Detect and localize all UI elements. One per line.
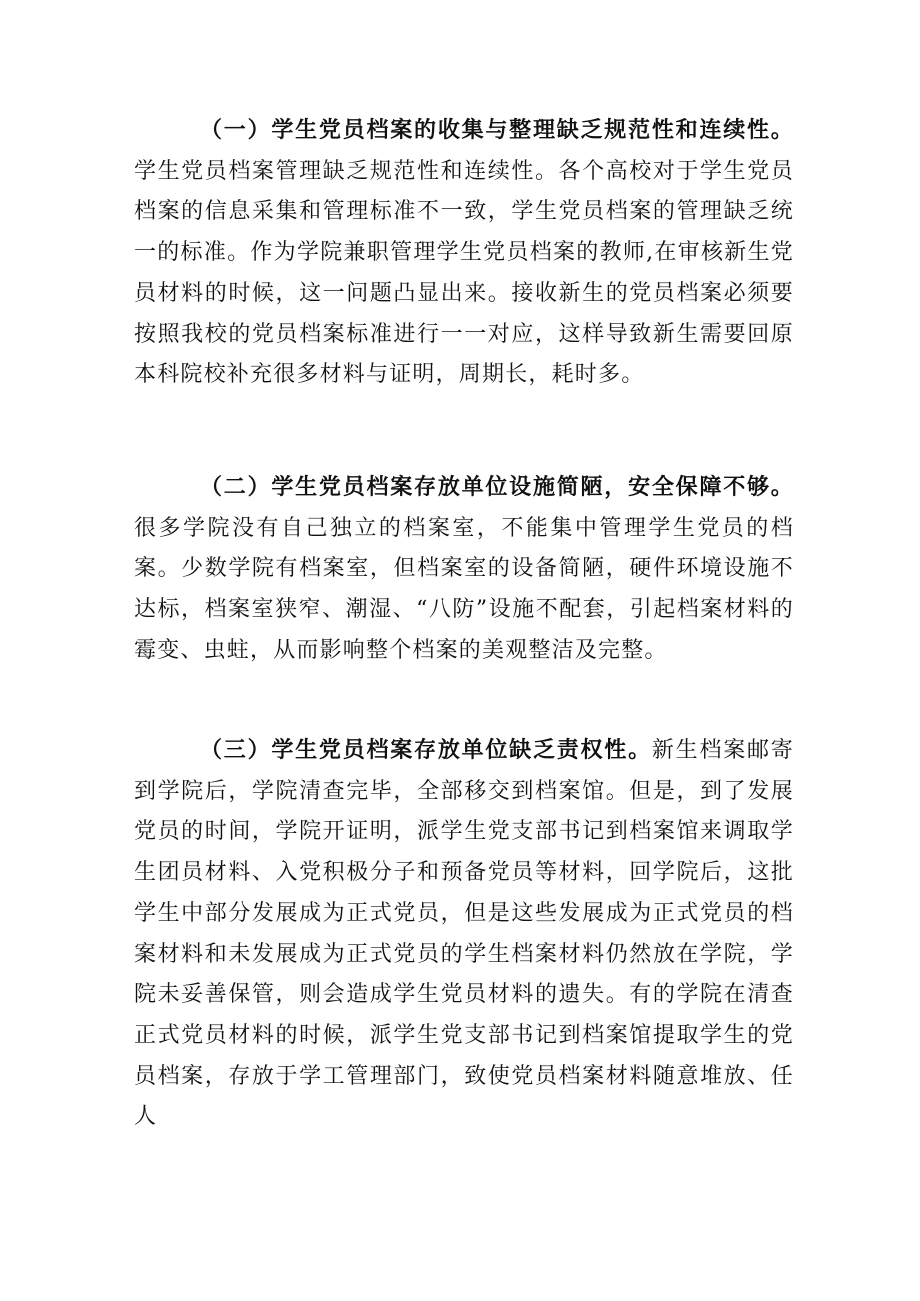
paragraph-3-heading: （三）学生党员档案存放单位缺乏责权性。 [200, 737, 652, 763]
paragraph-3-body: 新生档案邮寄到学院后，学院清查完毕，全部移交到档案馆。但是，到了发展党员的时间，学院开证明，派学生党支部书记到档案馆来调取学生团员材料、入党积极分子和预备党员等材料，回学院后，这批学生中部分发展成为正式党员，但是这些发展成为正式党员的档案材料和未发展成为正式党员的学生档案材料仍然放在学院，学院未妥善保管，则会造成学生党员材料的遗失。有的学院在清查正式党员材料的时候，派学生党支部书记到档案馆提取学生的党员档案，存放于学工管理部门，致使党员档案材料随意堆放、任人 [134, 738, 794, 1130]
paragraph-2 [134, 467, 794, 672]
paragraph-1-heading: （一）学生党员档案的收集与整理缺乏规范性和连续性。 [200, 117, 794, 143]
paragraph-1-body: 学生党员档案管理缺乏规范性和连续性。各个高校对于学生党员档案的信息采集和管理标准不一致，学生党员档案的管理缺乏统一的标准。作为学院兼职管理学生党员档案的教师,在审核新生党员材料的时候，这一问题凸显出来。接收新生的党员档案必须要按照我校的党员档案标准进行一一对应，这样导致新生需要回原本科院校补充很多材料与证明，周期长，耗时多。 [134, 158, 794, 388]
paragraph-2-heading: （二）学生党员档案存放单位设施简陋，安全保障不够。 [200, 474, 794, 500]
paragraph-2-body: 很多学院没有自己独立的档案室，不能集中管理学生党员的档案。少数学院有档案室，但档案室的设备简陋，硬件环境设施不达标，档案室狭窄、潮湿、“八防”设施不配套，引起档案材料的霉变、虫蛀，从而影响整个档案的美观整洁及完整。 [134, 515, 794, 663]
paragraph-1 [134, 110, 794, 396]
paragraph-3 [134, 730, 794, 1138]
